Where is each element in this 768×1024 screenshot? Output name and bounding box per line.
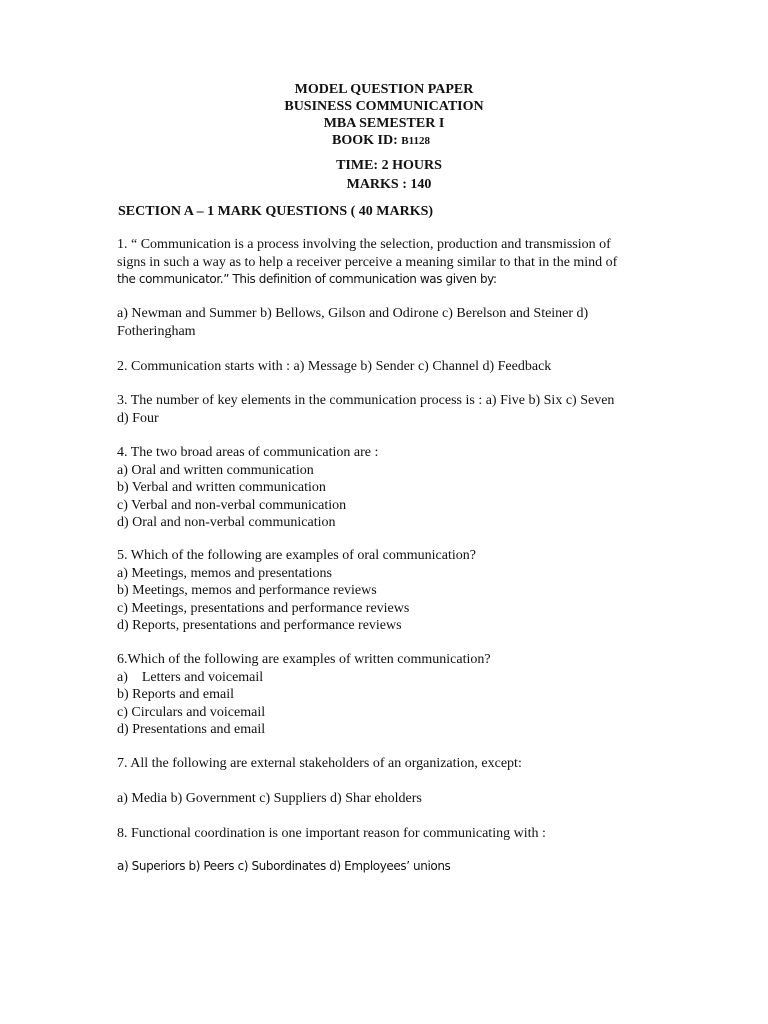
question-7-options	[117, 790, 657, 808]
question-3-line-1: 3. The number of key elements in the communication process is : a) Five b) Six c) Seven	[117, 393, 615, 408]
question-1-options-line-1: a) Newman and Summer b) Bellows, Gilson and Odirone c) Berelson and Steiner d)	[117, 306, 589, 321]
question-6-option-c: c) Circulars and voicemail	[117, 704, 266, 720]
question-1-line-3: the communicator.” This definition of communication was given by:	[117, 272, 497, 286]
question-8-options	[117, 858, 657, 876]
paper-subject: BUSINESS COMMUNICATION	[284, 99, 484, 114]
question-5-option-b: b) Meetings, memos and performance reviews	[117, 583, 377, 598]
question-7-options-line: a) Media b) Government c) Suppliers d) Shar eholders	[117, 791, 422, 806]
question-5-option-c: c) Meetings, presentations and performance reviews	[117, 600, 410, 616]
question-8-stem: 8. Functional coordination is one important reason for communicating with :	[117, 826, 546, 841]
question-4	[117, 444, 657, 532]
question-8-options-line: a) Superiors b) Peers c) Subordinates d) Employees’ unions	[117, 859, 451, 873]
question-1-options-line-2: Fotheringham	[117, 323, 196, 339]
question-7	[117, 755, 657, 773]
paper-time: TIME: 2 HOURS	[336, 158, 442, 173]
question-4-stem: 4. The two broad areas of communication are :	[117, 445, 379, 460]
paper-title: MODEL QUESTION PAPER	[294, 82, 474, 97]
question-4-option-c: c) Verbal and non-verbal communication	[117, 497, 347, 513]
book-id	[0, 132, 768, 149]
question-6-stem: 6.Which of the following are examples of written communication?	[117, 652, 491, 667]
question-6-option-d: d) Presentations and email	[117, 722, 266, 737]
question-1	[117, 236, 657, 289]
book-id-label: BOOK ID:	[332, 133, 398, 148]
book-id-value: B1128	[401, 135, 430, 147]
question-6	[117, 651, 657, 739]
question-6-option-a: a) Letters and voicemail	[117, 669, 264, 685]
question-1-options	[117, 305, 657, 340]
question-3	[117, 392, 657, 427]
question-4-option-b: b) Verbal and written communication	[117, 480, 326, 495]
paper-semester: MBA SEMESTER I	[323, 116, 445, 131]
section-a-title: SECTION A – 1 MARK QUESTIONS ( 40 MARKS)	[118, 204, 434, 219]
question-2	[117, 358, 657, 376]
paper-marks: MARKS : 140	[346, 177, 432, 192]
question-5-option-a: a) Meetings, memos and presentations	[117, 565, 333, 581]
question-5	[117, 547, 657, 635]
question-8	[117, 825, 657, 843]
question-1-line-2: signs in such a way as to help a receiver perceive a meaning similar to that in the mind of	[117, 254, 618, 270]
question-5-option-d: d) Reports, presentations and performance reviews	[117, 618, 402, 633]
question-2-line-1: 2. Communication starts with : a) Message b) Sender c) Channel d) Feedback	[117, 359, 552, 374]
question-5-stem: 5. Which of the following are examples of oral communication?	[117, 548, 476, 563]
paper-header	[0, 81, 768, 194]
question-4-option-d: d) Oral and non-verbal communication	[117, 515, 336, 530]
question-7-stem: 7. All the following are external stakeholders of an organization, except:	[117, 756, 522, 771]
question-1-line-1: 1. “ Communication is a process involving the selection, production and transmission of	[117, 237, 611, 252]
question-6-option-b: b) Reports and email	[117, 687, 235, 702]
question-4-option-a: a) Oral and written communication	[117, 462, 314, 478]
question-3-line-2: d) Four	[117, 410, 159, 426]
